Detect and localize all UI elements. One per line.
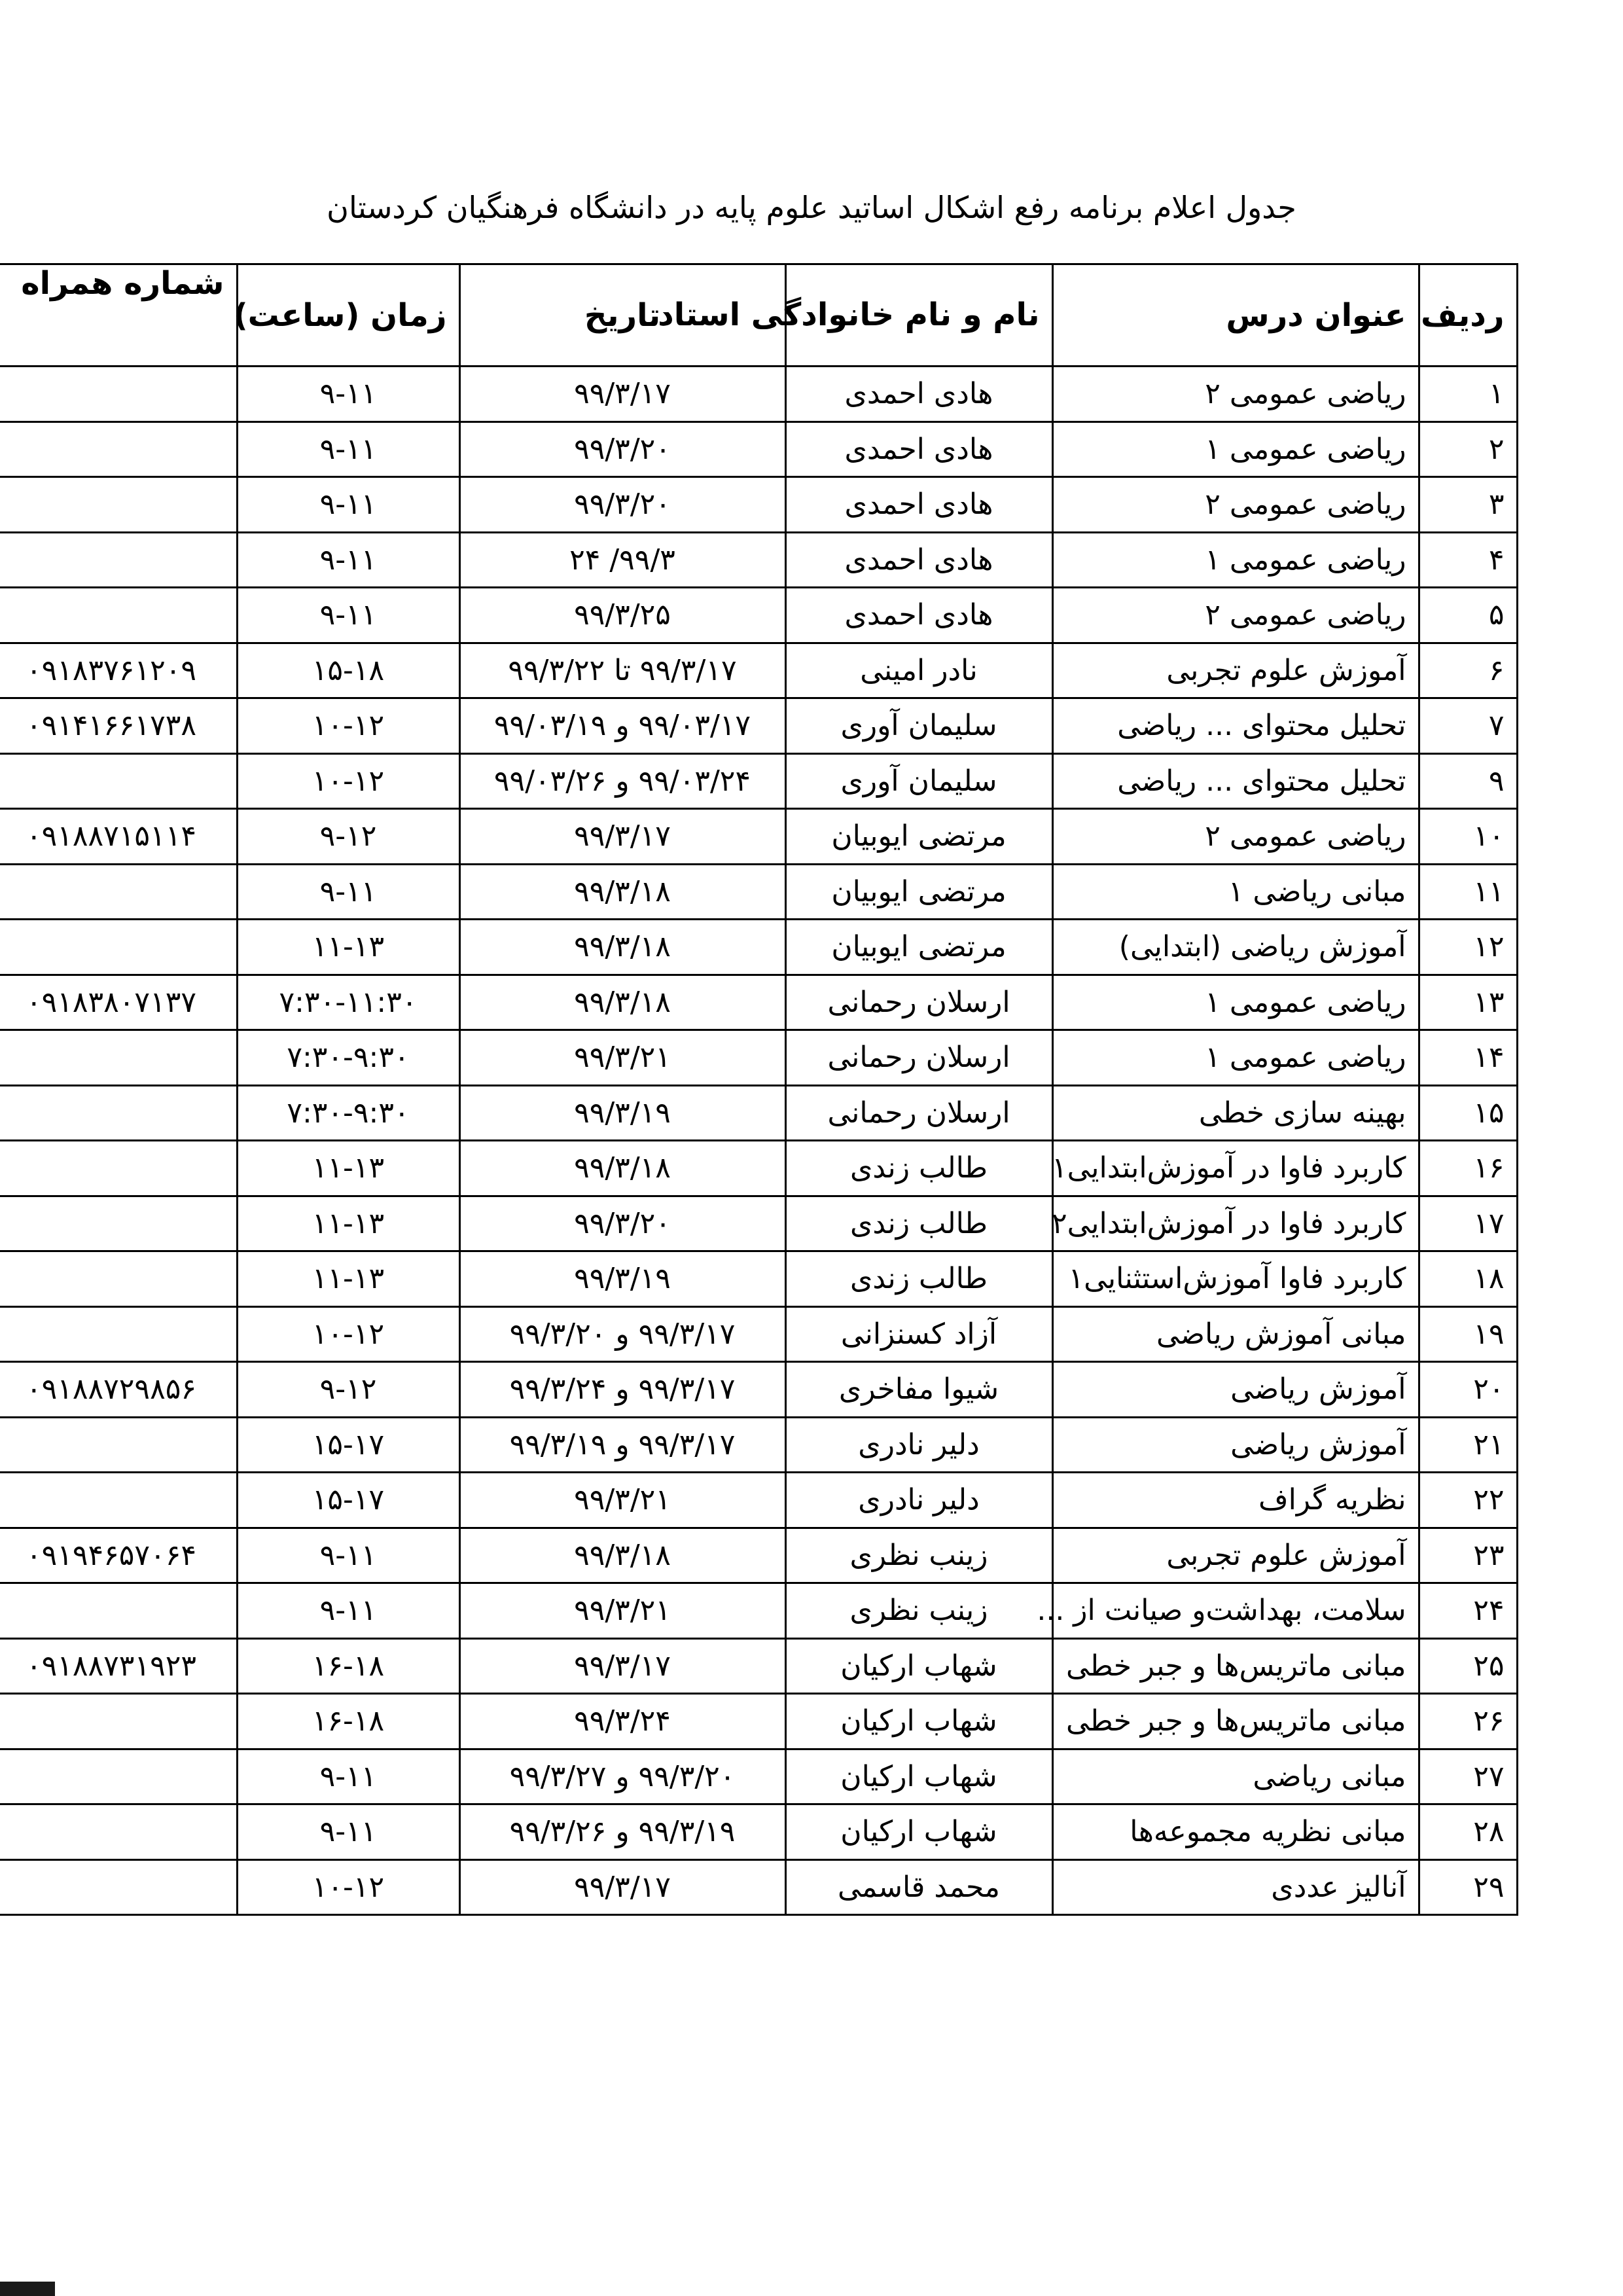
cell-course-title: کاربرد فاوا در آموزش‌ابتدایی۲ <box>1052 1196 1419 1251</box>
cell-date: ۹۹/۳/۲۴ <box>459 1694 785 1749</box>
cell-time: ۹-۱۱ <box>237 477 459 533</box>
cell-date: ۹۹/۳/۱۷ <box>459 1638 785 1694</box>
cell-date: ۹۹/۳/۲۰ <box>459 422 785 477</box>
cell-time: ۹-۱۱ <box>237 532 459 588</box>
cell-phone <box>0 753 237 809</box>
cell-phone <box>0 1473 237 1528</box>
cell-row-number: ۱۱ <box>1419 864 1517 920</box>
cell-instructor-name: سلیمان آوری <box>785 698 1052 754</box>
cell-phone <box>0 1141 237 1196</box>
cell-row-number: ۲۱ <box>1419 1417 1517 1473</box>
cell-course-title: ریاضی عمومی ۲ <box>1052 477 1419 533</box>
cell-course-title: آنالیز عددی <box>1052 1859 1419 1915</box>
cell-row-number: ۱۸ <box>1419 1251 1517 1307</box>
table-row <box>0 1473 1517 1528</box>
cell-instructor-name: طالب زندی <box>785 1141 1052 1196</box>
schedule-table <box>0 263 1518 1916</box>
cell-instructor-name: هادی احمدی <box>785 422 1052 477</box>
table-row <box>0 1196 1517 1251</box>
cell-row-number: ۱۰ <box>1419 809 1517 865</box>
table-row <box>0 422 1517 477</box>
cell-time: ۷:۳۰-۱۱:۳۰ <box>237 975 459 1030</box>
cell-course-title: ریاضی عمومی ۲ <box>1052 809 1419 865</box>
cell-date: ۹۹/۳/۲۰ و ۹۹/۳/۲۷ <box>459 1749 785 1804</box>
cell-phone <box>0 477 237 533</box>
cell-phone: ۰۹۱۴۱۶۶۱۷۳۸ <box>0 698 237 754</box>
cell-row-number: ۱ <box>1419 367 1517 422</box>
table-row <box>0 1859 1517 1915</box>
cell-row-number: ۲ <box>1419 422 1517 477</box>
cell-course-title: بهینه سازی خطی <box>1052 1085 1419 1141</box>
cell-instructor-name: مرتضی ایوبیان <box>785 920 1052 975</box>
cell-time: ۹-۱۱ <box>237 367 459 422</box>
table-row <box>0 920 1517 975</box>
cell-instructor-name: ارسلان رحمانی <box>785 1030 1052 1086</box>
cell-row-number: ۲۰ <box>1419 1362 1517 1418</box>
cell-date: ۹۹/۳/۱۸ <box>459 1528 785 1583</box>
cell-date: ۹۹/۳/۲۱ <box>459 1030 785 1086</box>
table-row <box>0 753 1517 809</box>
cell-course-title: ریاضی عمومی ۱ <box>1052 532 1419 588</box>
cell-instructor-name: محمد قاسمی <box>785 1859 1052 1915</box>
cell-course-title: نظریه گراف <box>1052 1473 1419 1528</box>
cell-time: ۹-۱۱ <box>237 1804 459 1860</box>
cell-time: ۹-۱۱ <box>237 588 459 643</box>
cell-time: ۱۵-۱۷ <box>237 1417 459 1473</box>
table-row <box>0 1417 1517 1473</box>
cell-course-title: ریاضی عمومی ۲ <box>1052 588 1419 643</box>
cell-instructor-name: هادی احمدی <box>785 532 1052 588</box>
cell-row-number: ۱۶ <box>1419 1141 1517 1196</box>
cell-course-title: مبانی ماتریس‌ها و جبر خطی <box>1052 1694 1419 1749</box>
cell-time: ۷:۳۰-۹:۳۰ <box>237 1030 459 1086</box>
cell-date: ۹۹/۳/۱۸ <box>459 975 785 1030</box>
cell-time: ۹-۱۱ <box>237 864 459 920</box>
header-time: زمان (ساعت) <box>237 264 459 367</box>
cell-course-title: کاربرد فاوا در آموزش‌ابتدایی۱ <box>1052 1141 1419 1196</box>
header-course-title: عنوان درس <box>1052 264 1419 367</box>
cell-phone <box>0 1694 237 1749</box>
cell-time: ۱۰-۱۲ <box>237 1859 459 1915</box>
header-row-number: ردیف <box>1419 264 1517 367</box>
cell-date: ۹۹/۳/۱۷ و ۹۹/۳/۱۹ <box>459 1417 785 1473</box>
cell-phone <box>0 588 237 643</box>
header-date: تاریخ <box>459 264 785 367</box>
cell-time: ۱۰-۱۲ <box>237 698 459 754</box>
cell-phone <box>0 1251 237 1307</box>
cell-phone: ۰۹۱۸۸۷۱۵۱۱۴ <box>0 809 237 865</box>
table-row <box>0 1085 1517 1141</box>
cell-time: ۹-۱۲ <box>237 1362 459 1418</box>
cell-row-number: ۷ <box>1419 698 1517 754</box>
cell-time: ۱۵-۱۸ <box>237 643 459 698</box>
cell-phone <box>0 1804 237 1860</box>
cell-row-number: ۲۸ <box>1419 1804 1517 1860</box>
cell-date: ۹۹/۳/۱۹ <box>459 1085 785 1141</box>
cell-course-title: مبانی آموزش ریاضی <box>1052 1306 1419 1362</box>
cell-date: ۹۹/۰۳/۱۷ و ۹۹/۰۳/۱۹ <box>459 698 785 754</box>
cell-phone <box>0 1030 237 1086</box>
table-row <box>0 1528 1517 1583</box>
table-row <box>0 809 1517 865</box>
cell-instructor-name: طالب زندی <box>785 1251 1052 1307</box>
cell-phone: ۰۹۱۸۸۷۲۹۸۵۶ <box>0 1362 237 1418</box>
cell-time: ۱۶-۱۸ <box>237 1638 459 1694</box>
cell-time: ۹-۱۱ <box>237 1749 459 1804</box>
cell-date: ۹۹/۳/۱۷ و ۹۹/۳/۲۴ <box>459 1362 785 1418</box>
cell-instructor-name: طالب زندی <box>785 1196 1052 1251</box>
cell-course-title: مبانی ریاضی ۱ <box>1052 864 1419 920</box>
cell-row-number: ۱۵ <box>1419 1085 1517 1141</box>
table-row <box>0 1251 1517 1307</box>
cell-time: ۱۱-۱۳ <box>237 1196 459 1251</box>
cell-time: ۹-۱۱ <box>237 1583 459 1639</box>
schedule-table-body <box>0 367 1517 1915</box>
cell-course-title: سلامت، بهداشت‌و صیانت از ... <box>1052 1583 1419 1639</box>
cell-time: ۷:۳۰-۹:۳۰ <box>237 1085 459 1141</box>
cell-course-title: آموزش ریاضی <box>1052 1362 1419 1418</box>
cell-phone <box>0 1583 237 1639</box>
cell-instructor-name: دلیر نادری <box>785 1417 1052 1473</box>
cell-row-number: ۶ <box>1419 643 1517 698</box>
table-row <box>0 367 1517 422</box>
cell-phone: ۰۹۱۸۸۷۳۱۹۲۳ <box>0 1638 237 1694</box>
cell-date: ۹۹/۳/۲۰ <box>459 477 785 533</box>
cell-course-title: آموزش ریاضی <box>1052 1417 1419 1473</box>
table-row <box>0 864 1517 920</box>
cell-course-title: مبانی نظریه مجموعه‌ها <box>1052 1804 1419 1860</box>
cell-row-number: ۱۷ <box>1419 1196 1517 1251</box>
cell-date: ۹۹/۳/۱۷ و ۹۹/۳/۲۰ <box>459 1306 785 1362</box>
cell-date: ۹۹/۳/۱۹ <box>459 1251 785 1307</box>
cell-time: ۹-۱۱ <box>237 1528 459 1583</box>
cell-instructor-name: هادی احمدی <box>785 367 1052 422</box>
table-row <box>0 643 1517 698</box>
cell-date: ۹۹/۳/۱۹ و ۹۹/۳/۲۶ <box>459 1804 785 1860</box>
cell-row-number: ۲۶ <box>1419 1694 1517 1749</box>
cell-row-number: ۲۷ <box>1419 1749 1517 1804</box>
cell-course-title: ریاضی عمومی ۱ <box>1052 1030 1419 1086</box>
cell-course-title: تحلیل محتوای ... ریاضی <box>1052 753 1419 809</box>
cell-instructor-name: شهاب ارکیان <box>785 1749 1052 1804</box>
cell-phone: ۰۹۱۸۳۸۰۷۱۳۷ <box>0 975 237 1030</box>
cell-course-title: ریاضی عمومی ۲ <box>1052 367 1419 422</box>
cell-instructor-name: ارسلان رحمانی <box>785 1085 1052 1141</box>
cell-instructor-name: نادر امینی <box>785 643 1052 698</box>
cell-course-title: مبانی ماتریس‌ها و جبر خطی <box>1052 1638 1419 1694</box>
footer-watermark <box>0 2282 55 2296</box>
cell-row-number: ۲۹ <box>1419 1859 1517 1915</box>
cell-row-number: ۹ <box>1419 753 1517 809</box>
cell-time: ۱۰-۱۲ <box>237 1306 459 1362</box>
document-title: جدول اعلام برنامه رفع اشکال اساتید علوم پایه در دانشگاه فرهنگیان کردستان <box>327 190 1296 225</box>
cell-row-number: ۵ <box>1419 588 1517 643</box>
cell-course-title: مبانی ریاضی <box>1052 1749 1419 1804</box>
cell-date: ۹۹/۰۳/۲۴ و ۹۹/۰۳/۲۶ <box>459 753 785 809</box>
cell-course-title: آموزش علوم تجربی <box>1052 643 1419 698</box>
cell-phone <box>0 1417 237 1473</box>
table-row <box>0 1804 1517 1860</box>
cell-phone <box>0 1196 237 1251</box>
cell-row-number: ۳ <box>1419 477 1517 533</box>
cell-date: ۹۹/۳/ ۲۴ <box>459 532 785 588</box>
cell-phone <box>0 1749 237 1804</box>
cell-date: ۹۹/۳/۲۰ <box>459 1196 785 1251</box>
table-header-row <box>0 264 1517 367</box>
cell-date: ۹۹/۳/۲۵ <box>459 588 785 643</box>
cell-row-number: ۱۹ <box>1419 1306 1517 1362</box>
cell-course-title: ریاضی عمومی ۱ <box>1052 975 1419 1030</box>
cell-date: ۹۹/۳/۱۸ <box>459 920 785 975</box>
cell-instructor-name: شهاب ارکیان <box>785 1804 1052 1860</box>
cell-date: ۹۹/۳/۱۸ <box>459 864 785 920</box>
cell-phone <box>0 1306 237 1362</box>
cell-phone: ۰۹۱۸۳۷۶۱۲۰۹ <box>0 643 237 698</box>
cell-time: ۹-۱۲ <box>237 809 459 865</box>
cell-time: ۱۱-۱۳ <box>237 920 459 975</box>
table-row <box>0 1749 1517 1804</box>
cell-time: ۹-۱۱ <box>237 422 459 477</box>
cell-instructor-name: مرتضی ایوبیان <box>785 864 1052 920</box>
cell-time: ۱۶-۱۸ <box>237 1694 459 1749</box>
cell-instructor-name: زینب نظری <box>785 1528 1052 1583</box>
table-row <box>0 588 1517 643</box>
cell-course-title: ریاضی عمومی ۱ <box>1052 422 1419 477</box>
table-row <box>0 975 1517 1030</box>
cell-row-number: ۲۴ <box>1419 1583 1517 1639</box>
cell-instructor-name: زینب نظری <box>785 1583 1052 1639</box>
cell-time: ۱۰-۱۲ <box>237 753 459 809</box>
cell-phone <box>0 1085 237 1141</box>
cell-phone: ۰۹۱۹۴۶۵۷۰۶۴ <box>0 1528 237 1583</box>
table-row <box>0 1583 1517 1639</box>
cell-instructor-name: دلیر نادری <box>785 1473 1052 1528</box>
cell-time: ۱۱-۱۳ <box>237 1141 459 1196</box>
cell-date: ۹۹/۳/۱۷ <box>459 367 785 422</box>
table-row <box>0 1306 1517 1362</box>
cell-instructor-name: هادی احمدی <box>785 588 1052 643</box>
cell-date: ۹۹/۳/۲۱ <box>459 1583 785 1639</box>
cell-date: ۹۹/۳/۱۷ تا ۹۹/۳/۲۲ <box>459 643 785 698</box>
table-row <box>0 477 1517 533</box>
cell-row-number: ۱۲ <box>1419 920 1517 975</box>
cell-course-title: آموزش علوم تجربی <box>1052 1528 1419 1583</box>
cell-time: ۱۱-۱۳ <box>237 1251 459 1307</box>
cell-phone <box>0 920 237 975</box>
cell-row-number: ۲۳ <box>1419 1528 1517 1583</box>
cell-course-title: کاربرد فاوا آموزش‌استثنایی۱ <box>1052 1251 1419 1307</box>
table-row <box>0 1638 1517 1694</box>
cell-instructor-name: ارسلان رحمانی <box>785 975 1052 1030</box>
table-row <box>0 1141 1517 1196</box>
cell-phone <box>0 864 237 920</box>
cell-instructor-name: شهاب ارکیان <box>785 1694 1052 1749</box>
table-row <box>0 698 1517 754</box>
cell-time: ۱۵-۱۷ <box>237 1473 459 1528</box>
cell-row-number: ۱۴ <box>1419 1030 1517 1086</box>
table-row <box>0 532 1517 588</box>
header-instructor-name: نام و نام خانوادگی استاد <box>785 264 1052 367</box>
cell-phone <box>0 532 237 588</box>
cell-date: ۹۹/۳/۲۱ <box>459 1473 785 1528</box>
schedule-table-container <box>0 263 1517 1916</box>
table-row <box>0 1030 1517 1086</box>
cell-phone <box>0 1859 237 1915</box>
cell-date: ۹۹/۳/۱۷ <box>459 1859 785 1915</box>
cell-phone <box>0 367 237 422</box>
cell-course-title: تحلیل محتوای ... ریاضی <box>1052 698 1419 754</box>
cell-row-number: ۱۳ <box>1419 975 1517 1030</box>
cell-phone <box>0 422 237 477</box>
cell-instructor-name: سلیمان آوری <box>785 753 1052 809</box>
cell-instructor-name: آزاد کسنزانی <box>785 1306 1052 1362</box>
cell-date: ۹۹/۳/۱۸ <box>459 1141 785 1196</box>
cell-date: ۹۹/۳/۱۷ <box>459 809 785 865</box>
cell-course-title: آموزش ریاضی (ابتدایی) <box>1052 920 1419 975</box>
cell-row-number: ۲۵ <box>1419 1638 1517 1694</box>
table-row <box>0 1362 1517 1418</box>
cell-instructor-name: هادی احمدی <box>785 477 1052 533</box>
cell-instructor-name: شیوا مفاخری <box>785 1362 1052 1418</box>
header-phone: شماره همراه <box>0 264 237 367</box>
cell-row-number: ۲۲ <box>1419 1473 1517 1528</box>
table-row <box>0 1694 1517 1749</box>
cell-instructor-name: شهاب ارکیان <box>785 1638 1052 1694</box>
cell-row-number: ۴ <box>1419 532 1517 588</box>
cell-instructor-name: مرتضی ایوبیان <box>785 809 1052 865</box>
